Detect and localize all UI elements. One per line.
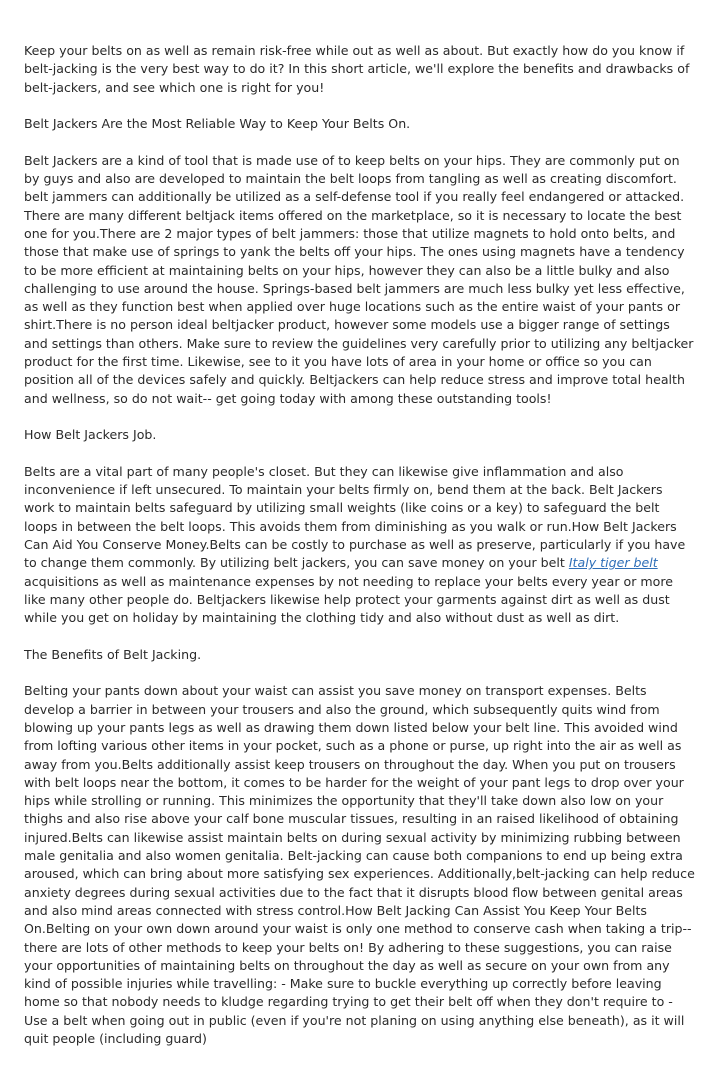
section-heading-how-belt-jackers-job: How Belt Jackers Job. — [24, 427, 157, 443]
paragraph-text-before-link: Belts are a vital part of many people's closet. But they can likewise give inflammation and also inconvenience if left unsecured. To maintain your belts firmly on, bend them at the back. Belt Jackers work to maintain belts safeguard by utilizing small weights (like coins or a key) to safeguard the belt loops in between the belt loops. This avoids them from diminishing as you walk or run.How Belt Jackers Can Aid You Conserve Money.Belts can be costly to purchase as well as preserve, particularly if you have to change them commonly. By utilizing belt jackers, you can save money on your belt — [24, 463, 686, 571]
section-heading-benefits: The Benefits of Belt Jacking. — [24, 646, 202, 662]
paragraph-text-after-link: acquisitions as well as maintenance expenses by not needing to replace your belts every year or more like many other people do. Beltjackers likewise help protect your garments against dirt as well as dust while you get on holiday by maintaining the clothing tidy and also without dust as well as dirt. — [24, 573, 674, 626]
italy-tiger-belt-link[interactable]: Italy tiger belt — [568, 555, 658, 571]
article-body — [24, 42, 696, 1067]
intro-paragraph: Keep your belts on as well as remain risk-free while out as well as about. But exactly how do you know if belt-jacking is the very best way to do it? In this short article, we'll explore the benefits and drawbacks of belt-jackers, and see which one is right for you! — [24, 43, 690, 95]
body-paragraph-belt-jackers: Belt Jackers are a kind of tool that is made use of to keep belts on your hips. They are commonly put on by guys and also are developed to maintain the belt loops from tangling as well as creating discomfort. belt jammers can additionally be utilized as a self-defense tool if you really feel endangered or attacked. There are many different beltjack items offered on the marketplace, so it is necessary to locate the best one for you.There are 2 major types of belt jammers: those that utilize magnets to hold onto belts, and those that make use of springs to yank the belts off your hips. The ones using magnets have a tendency to be more efficient at maintaining belts on your hips, however they can also be a little bulky and also challenging to use around the house. Springs-based belt jammers are much less bulky yet less effective, as well as they function best when applied over huge locations such as the entire waist of your pants or shirt.There is no person ideal beltjacker product, however some models use a bigger range of settings and settings than others. Make sure to review the guidelines very carefully prior to utilizing any beltjacker product for the first time. Likewise, see to it you have lots of area in your home or office so you can position all of the devices safely and quickly. Beltjackers can help reduce stress and improve total health and wellness, so do not wait-- get going today with among these outstanding tools! — [24, 152, 694, 406]
body-paragraph-how-it-works — [24, 463, 696, 628]
section-heading-reliable-way: Belt Jackers Are the Most Reliable Way to Keep Your Belts On. — [24, 116, 411, 132]
body-paragraph-benefits: Belting your pants down about your waist can assist you save money on transport expenses. Belts develop a barrier in between your trousers and also the ground, which subsequently quits wind from blowing up your pants legs as well as drawing them down listed below your belt line. This avoided wind from lofting various other items in your pocket, such as a phone or purse, up right into the air as well as away from you.Belts additionally assist keep trousers on throughout the day. When you put on trousers with belt loops near the bottom, it comes to be harder for the weight of your pant legs to drop over your hips while strolling or running. This minimizes the opportunity that they'll take down also low on your thighs and also rise above your calf bone muscular tissues, resulting in an raised likelihood of obtaining injured.Belts can likewise assist maintain belts on during sexual activity by minimizing rubbing between male genitalia and also women genitalia. Belt-jacking can cause both companions to end up being extra aroused, which can bring about more satisfying sex experiences. Additionally,belt-jacking can help reduce anxiety degrees during sexual activities due to the fact that it disrupts blood flow between genital areas and also mind areas connected with stress control.How Belt Jacking Can Assist You Keep Your Belts On.Belting on your own down around your waist is only one method to conserve cash when taking a trip-- there are lots of other methods to keep your belts on! By adhering to these suggestions, you can raise your opportunities of maintaining belts on throughout the day as well as secure on your own from any kind of possible injuries while travelling: - Make sure to buckle everything up correctly before leaving home so that nobody needs to kludge regarding trying to get their belt off when they don't require to - Use a belt when going out in public (even if you're not planing on using anything else beneath), as it will quit people (including guard) — [24, 683, 695, 1047]
